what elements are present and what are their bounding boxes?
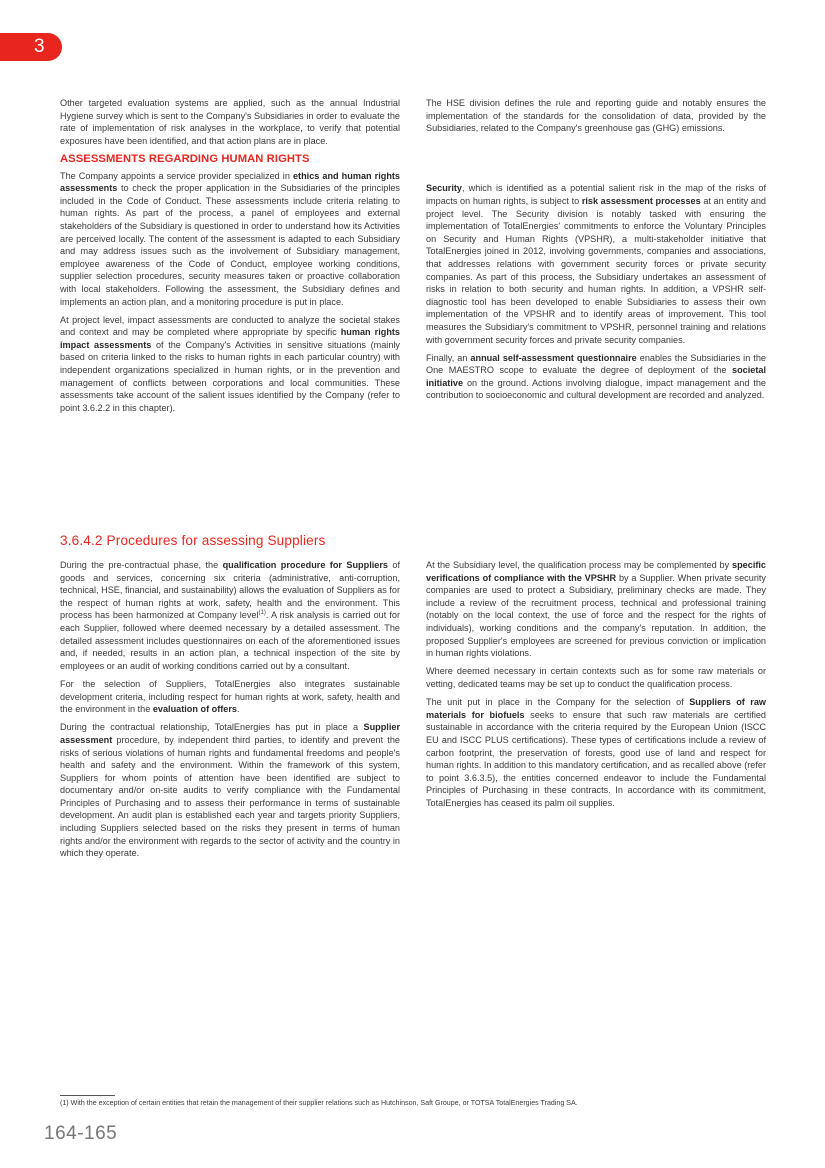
- page-number: 164-165: [44, 1123, 118, 1144]
- section-right-column: [426, 559, 766, 815]
- top-right-column: [426, 97, 766, 408]
- section-left-column: [60, 559, 400, 865]
- footnote-divider: [60, 1095, 115, 1096]
- security-paragraph: Security, which is identified as a potential salient risk in the map of the risks of impacts on human rights, is subject to risk assessment processes at an entity and project level. The Security division is notably tasked with ensuring the implementation of TotalEnergies' commitments to enforce the Voluntary Principles on Security and Human Rights (VPSHR), a multi-stakeholder initiative that TotalEnergies joined in 2012, involving governments, companies and associations, that addresses relations with government security forces or private security companies. As part of this process, the Subsidiary undertakes an assessment of risks in relation to both security and human rights. In addition, a VPSHR self-diagnostic tool has been developed to enable Subsidiaries to assess their own implementation of the VPSHR and to identify areas of improvement. This tool measures the Subsidiary's commitment to VPSHR, personnel training and relations with government security forces and private security companies.: [426, 183, 766, 345]
- impact-assessment-paragraph: At project level, impact assessments are conducted to analyze the societal stakes and context and may be completed where appropriate by specific human rights impact assessments of the Company's Activities in sensitive situations (mainly based on criteria linked to the risks to human rights in each particular country) with independent organizations specialized in human rights, or in the prevention and management of conflicts between corporations and local communities. These assessments take account of the salient issues identified by the Company (refer to point 3.6.2.2 in this chapter).: [60, 314, 401, 413]
- dedicated-teams-paragraph: Where deemed necessary in certain contexts such as for some raw materials or vetting, dedicated teams may be set up to conduct the qualification process.: [426, 666, 766, 689]
- biofuels-paragraph: The unit put in place in the Company for the selection of Suppliers of raw materials for biofuels seeks to ensure that such raw materials are certified sustainable in accordance with the criteria required by the European Union (ISCC EU and ISCC PLUS certifications). These types of certifications include a review of carbon footprint, the preservation of forests, good use of land and respect for human rights. In addition to this mandatory certification, and as recalled above (refer to point 3.6.3.5), the entities concerned endeavor to include the Fundamental Principles of Purchasing in these contracts. In accordance with its commitment, TotalEnergies has ceased its palm oil supplies.: [426, 697, 766, 808]
- industrial-hygiene-paragraph: Other targeted evaluation systems are applied, such as the annual Industrial Hygiene survey which is sent to the Company's Subsidiaries in order to evaluate the rate of implementation of risk analyses in the workplace, to verify that potential exposures have been identified, and that action plans are in place.: [60, 98, 400, 146]
- self-assessment-paragraph: Finally, an annual self-assessment questionnaire enables the Subsidiaries in the One MAESTRO scope to evaluate the degree of deployment of the societal initiative on the ground. Actions involving dialogue, impact management and the contribution to socioeconomic and cultural development are recorded and analyzed.: [426, 352, 766, 401]
- qualification-procedure-paragraph: During the pre-contractual phase, the qualification procedure for Suppliers of goods and services, concerning six criteria (administrative, anti-corruption, technical, HSE, financial, and sustainability) allows the evaluation of Suppliers as for the respect of human rights at work, safety, health and the environment. This process has been harmonized at Company level$^{(1)}$. A risk analysis is carried out for each Supplier, followed where deemed necessary by a detailed assessment. The detailed assessment includes questionnaires on each of the aforementioned issues and, if needed, results in an action plan, a technical inspection of the site by employees or an audit of working conditions carried out by a consultant.: [60, 560, 400, 671]
- supplier-selection-paragraph: For the selection of Suppliers, TotalEnergies also integrates sustainable development criteria, including respect for human rights at work, safety, health and the environment in the evaluation of offers.: [60, 678, 400, 715]
- footnote: (1) With the exception of certain entities that retain the management of their supplier relations such as Hutchinson, Saft Groupe, or TOTSA TotalEnergies Trading SA.: [60, 1099, 578, 1107]
- chapter-tab: 3: [0, 33, 62, 61]
- top-left-column: [60, 97, 400, 420]
- ethics-assessment-paragraph: The Company appoints a service provider specialized in ethics and human rights assessments to check the proper application in the Subsidiaries of the principles included in the Code of Conduct. These assessments include criteria relating to human rights. As part of the process, a panel of employees and external stakeholders of the Subsidiary is questioned in order to understand how its Activities are perceived locally. The content of the assessment is adapted to each Subsidiary and may address issues such as the involvement of Subsidiary management, employee awareness of the Code of Conduct, employee working conditions, supplier selection procedures, security measures taken or proactive collaboration with local stakeholders. Following the assessment, the Subsidiary defines and implements an action plan, and a monitoring procedure is put in place.: [60, 170, 401, 307]
- hse-division-paragraph: The HSE division defines the rule and reporting guide and notably ensures the implementation of the standards for the consolidation of data, provided by the Subsidiaries, related to the Company's greenhouse gas (GHG) emissions.: [426, 98, 766, 134]
- supplier-assessment-paragraph: During the contractual relationship, TotalEnergies has put in place a Supplier assessment procedure, by independent third parties, to identify and prevent the risks of serious violations of human rights and fundamental freedoms and people's health and safety and the environment. Within the framework of this system, Suppliers for whom points of attention have been identified are subject to documentary and/or on-site audits to verify compliance with the Fundamental Principles of Purchasing and to assess their performance in terms of sustainable development. An audit plan is established each year and targets priority Suppliers, including Suppliers selected based on the risks they present in terms of human rights and/or the environment with regards to the sector of activity and the country in which they operate.: [60, 722, 400, 859]
- human-rights-heading: ASSESSMENTS REGARDING HUMAN RIGHTS: [60, 152, 310, 165]
- section-heading: 3.6.4.2 Procedures for assessing Suppliers: [60, 533, 326, 548]
- vpshr-verification-paragraph: At the Subsidiary level, the qualification process may be complemented by specific verifications of compliance with the VPSHR by a Supplier. When private security companies are used to protect a Subsidiary, preliminary checks are made. They include a review of the recruitment process, technical and professional training (notably on the local context, the use of force and the respect for the rights of individuals), working conditions and the company's reputation. In addition, the proposed Supplier's employees are screened for previous conviction or implication in human rights violations.: [426, 560, 766, 659]
- footnote-ref: (1): [258, 610, 266, 617]
